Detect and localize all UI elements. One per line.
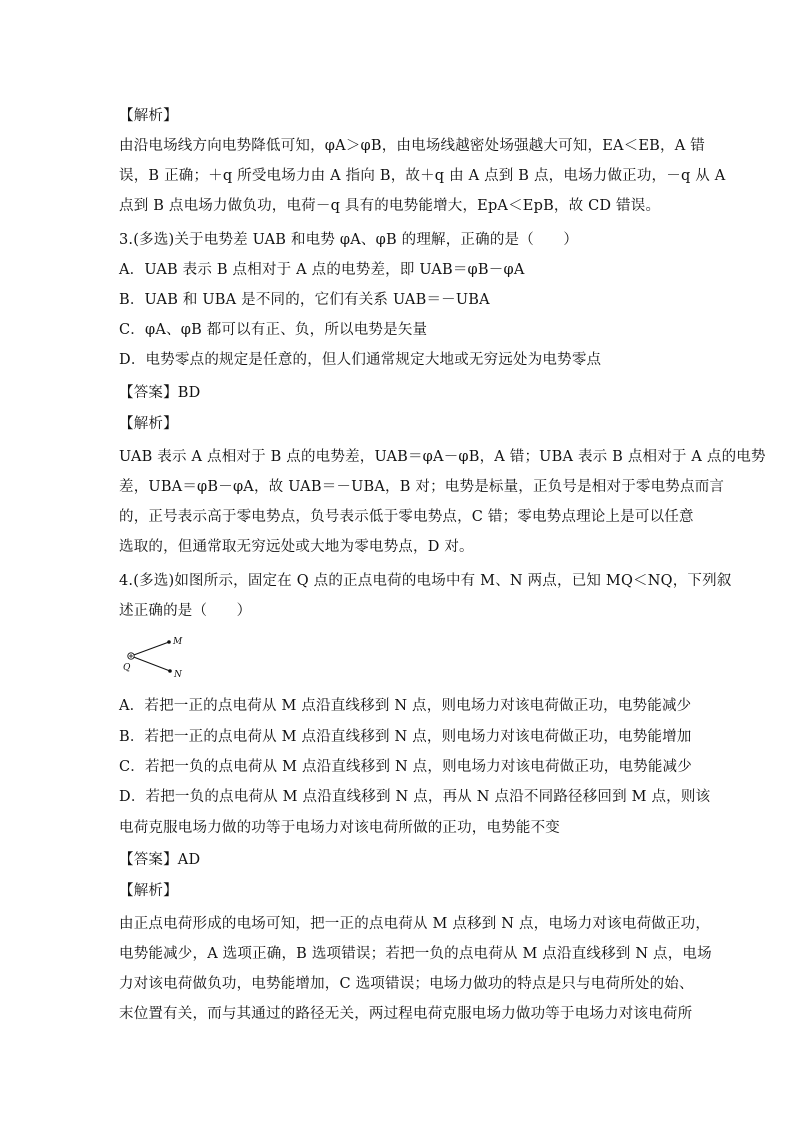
charge-diagram	[118, 630, 208, 680]
text-line: 差，UBA＝φB－φA，故 UAB＝－UBA，B 对；电势是标量，正负号是相对于零电势点而言	[119, 479, 725, 495]
text-line: 力对该电荷做负功，电势能增加，C 选项错误；电场力做功的特点是只与电荷所处的始、	[119, 976, 694, 992]
text-line: 【解析】	[119, 416, 178, 432]
text-line: 【答案】BD	[119, 385, 201, 401]
text-line: 末位置有关，而与其通过的路径无关，两过程电荷克服电场力做功等于电场力对该电荷所	[119, 1006, 693, 1022]
text-line: A．若把一正的点电荷从 M 点沿直线移到 N 点，则电场力对该电荷做正功，电势能减少	[119, 698, 692, 714]
text-line: 述正确的是（ ）	[119, 603, 252, 619]
text-line: 3.(多选)关于电势差 UAB 和电势 φA、φB 的理解，正确的是（ ）	[119, 232, 579, 248]
point-n	[168, 669, 172, 673]
text-line: 电势能减少，A 选项正确，B 选项错误；若把一负的点电荷从 M 点沿直线移到 N 点，电场	[119, 946, 712, 962]
text-line: 由正点电荷形成的电场可知，把一正的点电荷从 M 点移到 N 点，电场力对该电荷做正功，	[119, 916, 711, 932]
text-line: 【解析】	[119, 108, 178, 124]
text-line: B．UAB 和 UBA 是不同的，它们有关系 UAB＝－UBA	[119, 292, 490, 308]
line-qm	[131, 642, 169, 656]
text-line: C．若把一负的点电荷从 M 点沿直线移到 N 点，则电场力对该电荷做正功，电势能减少	[119, 759, 692, 775]
text-line: 4.(多选)如图所示，固定在 Q 点的正点电荷的电场中有 M、N 两点，已知 MQ＜NQ，下列叙	[119, 573, 732, 589]
text-line: UAB 表示 A 点相对于 B 点的电势差，UAB＝φA－φB，A 错；UBA 表示 B 点相对于 A 点的电势	[119, 449, 766, 465]
text-line: A．UAB 表示 B 点相对于 A 点的电势差，即 UAB＝φB－φA	[119, 262, 525, 278]
text-line: 点到 B 点电场力做负功，电荷－q 具有的电势能增大，EpA＜EpB，故 CD 错误。	[119, 198, 661, 214]
text-line: 误，B 正确；＋q 所受电场力由 A 指向 B，故＋q 由 A 点到 B 点，电场力做正功，－q 从 A	[119, 168, 726, 184]
line-qn	[131, 656, 170, 671]
text-line: 【答案】AD	[119, 852, 201, 868]
point-m	[167, 640, 171, 644]
text-line: D．电势零点的规定是任意的，但人们通常规定大地或无穷远处为电势零点	[119, 352, 602, 368]
label-m: M	[173, 637, 183, 647]
text-line: 由沿电场线方向电势降低可知，φA＞φB，由电场线越密处场强越大可知，EA＜EB，A 错	[119, 138, 705, 154]
text-line: 电荷克服电场力做的功等于电场力对该电荷所做的正功，电势能不变	[119, 820, 560, 836]
text-line: 的，正号表示高于零电势点，负号表示低于零电势点，C 错；零电势点理论上是可以任意	[119, 509, 694, 525]
text-line: 【解析】	[119, 883, 178, 899]
text-line: 选取的，但通常取无穷远处或大地为零电势点，D 对。	[119, 539, 474, 555]
text-line: B．若把一正的点电荷从 M 点沿直线移到 N 点，则电场力对该电荷做正功，电势能增加	[119, 729, 692, 745]
text-line: C．φA、φB 都可以有正、负，所以电势是矢量	[119, 322, 428, 338]
label-n: N	[174, 670, 182, 680]
text-line: D．若把一负的点电荷从 M 点沿直线移到 N 点，再从 N 点沿不同路径移回到 M 点，则该	[119, 789, 711, 805]
label-q: Q	[123, 663, 131, 673]
